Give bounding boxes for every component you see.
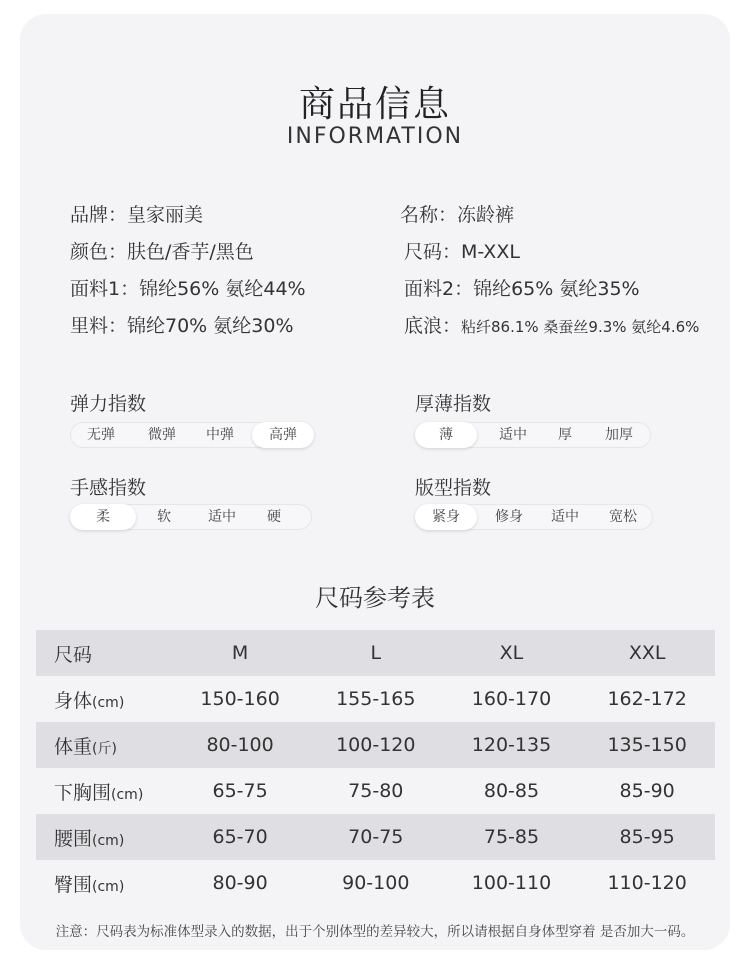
info-brand: 品牌：皇家丽美 xyxy=(70,204,204,226)
table-header-cell: M xyxy=(231,642,249,664)
table-cell: 85-90 xyxy=(619,780,675,802)
table-row xyxy=(36,860,715,906)
table-cell: 90-100 xyxy=(342,872,410,894)
feel-option: 适中 xyxy=(208,509,236,525)
info-color: 颜色：肤色/香芋/黑色 xyxy=(70,241,254,263)
fit-index-label: 版型指数 xyxy=(415,477,492,499)
table-cell: 100-110 xyxy=(471,872,552,894)
row-label: 臀围(cm) xyxy=(54,873,125,896)
page-subtitle: INFORMATION xyxy=(286,124,464,149)
table-header-row xyxy=(36,630,715,676)
fit-option: 宽松 xyxy=(609,509,637,525)
thickness-option: 加厚 xyxy=(605,427,633,443)
row-label: 下胸围(cm) xyxy=(54,781,144,804)
table-cell: 70-75 xyxy=(348,826,404,848)
table-cell: 75-80 xyxy=(348,780,404,802)
table-cell: 100-120 xyxy=(336,734,416,756)
table-row xyxy=(36,768,715,814)
feel-option: 硬 xyxy=(267,509,281,525)
thickness-index-label: 厚薄指数 xyxy=(415,393,492,415)
table-header-cell: XXL xyxy=(628,642,666,664)
table-row xyxy=(36,676,715,722)
table-cell: 160-170 xyxy=(471,688,552,710)
size-table xyxy=(36,630,715,906)
fit-option: 适中 xyxy=(551,509,579,525)
row-label: 身体(cm) xyxy=(54,689,125,712)
feel-index-scale xyxy=(70,504,312,530)
info-bottom-value: 粘纤86.1% 桑蚕丝9.3% 氨纶4.6% xyxy=(461,318,700,336)
info-fabric2: 面料2：锦纶65% 氨纶35% xyxy=(404,278,640,300)
table-cell: 65-70 xyxy=(212,826,268,848)
thickness-option: 适中 xyxy=(499,427,527,443)
info-fabric1: 面料1：锦纶56% 氨纶44% xyxy=(70,278,306,300)
info-lining: 里料：锦纶70% 氨纶30% xyxy=(70,315,294,337)
table-cell: 85-95 xyxy=(619,826,675,848)
table-cell: 65-75 xyxy=(212,780,268,802)
table-row xyxy=(36,722,715,768)
table-cell: 155-165 xyxy=(336,688,416,710)
info-name: 名称：冻龄裤 xyxy=(400,204,515,226)
elastic-index-scale xyxy=(70,422,314,448)
table-header-cell: 尺码 xyxy=(54,643,93,666)
elastic-option: 中弹 xyxy=(206,427,234,443)
elastic-option-selected: 高弹 xyxy=(252,422,314,448)
size-table-title: 尺码参考表 xyxy=(315,584,435,612)
feel-option-selected: 柔 xyxy=(70,504,136,530)
table-cell: 110-120 xyxy=(607,872,687,894)
table-header-cell: XL xyxy=(499,642,524,664)
row-label: 体重(斤) xyxy=(54,735,117,758)
feel-option: 软 xyxy=(157,509,171,525)
row-label: 腰围(cm) xyxy=(54,827,125,850)
info-bottom xyxy=(404,311,699,338)
size-note: 注意：尺码表为标准体型录入的数据，出于个别体型的差异较大，所以请根据自身体型穿着 是否加大一码。 xyxy=(55,924,695,940)
table-cell: 135-150 xyxy=(607,734,687,756)
thickness-option-selected: 薄 xyxy=(415,422,477,448)
thickness-index-scale xyxy=(415,422,651,448)
fit-option: 修身 xyxy=(495,509,523,525)
table-cell: 75-85 xyxy=(483,826,540,848)
elastic-option: 无弹 xyxy=(87,427,115,443)
thickness-option: 厚 xyxy=(558,427,572,443)
table-cell: 80-85 xyxy=(483,780,540,802)
table-row xyxy=(36,814,715,860)
page-title: 商品信息 xyxy=(298,84,451,125)
table-cell: 150-160 xyxy=(200,688,280,710)
fit-index-scale xyxy=(415,504,653,530)
table-cell: 80-100 xyxy=(206,734,274,756)
info-size: 尺码：M-XXL xyxy=(404,241,520,263)
table-header-cell: L xyxy=(370,642,382,664)
fit-option-selected: 紧身 xyxy=(415,504,477,530)
elastic-index-label: 弹力指数 xyxy=(70,393,147,415)
table-cell: 162-172 xyxy=(607,688,687,710)
info-bottom-label: 底浪： xyxy=(404,315,462,337)
table-cell: 80-90 xyxy=(212,872,268,894)
table-cell: 120-135 xyxy=(471,734,552,756)
feel-index-label: 手感指数 xyxy=(70,477,147,499)
elastic-option: 微弹 xyxy=(148,427,176,443)
